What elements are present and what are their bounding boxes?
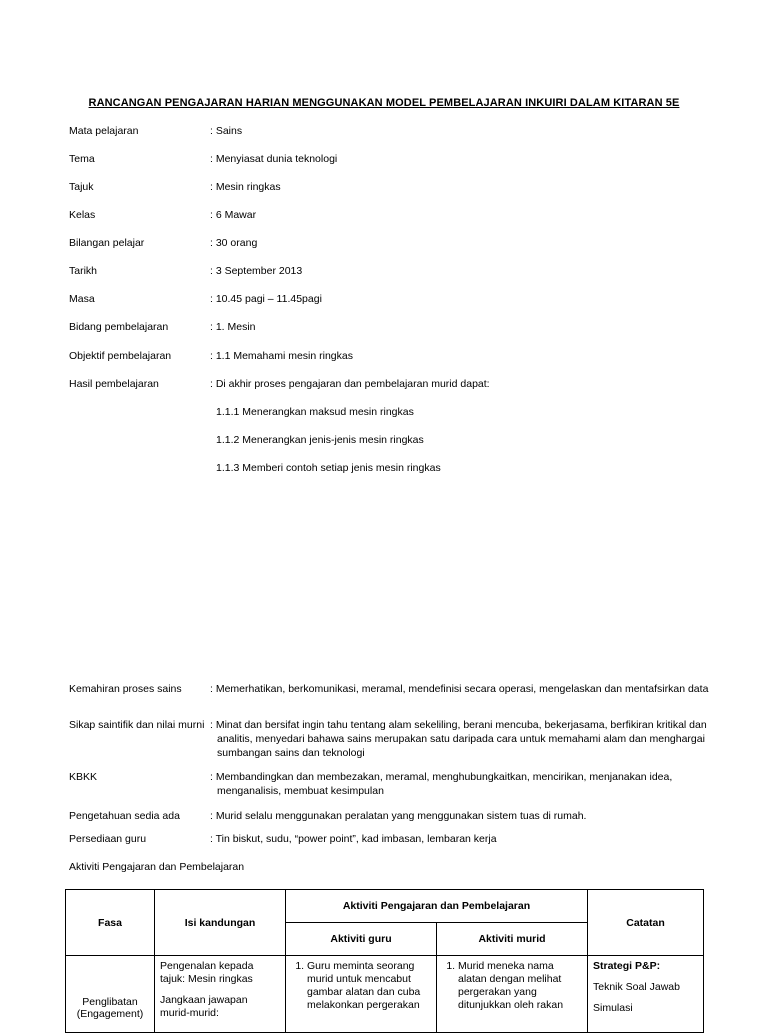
- info-value: : Sains: [210, 125, 243, 137]
- table-header-row: [66, 890, 704, 923]
- header-teacher-activity: Aktiviti guru: [286, 923, 437, 956]
- outcome-item: 1.1.1 Menerangkan maksud mesin ringkas: [216, 406, 414, 418]
- info-value: : 10.45 pagi – 11.45pagi: [210, 293, 322, 305]
- cell-content: [155, 956, 286, 1033]
- outcome-item: 1.1.2 Menerangkan jenis-jenis mesin ringkas: [216, 434, 424, 446]
- info-value: : Murid selalu menggunakan peralatan yang menggunakan sistem tuas di rumah.: [210, 810, 587, 822]
- info-label: Objektif pembelajaran: [69, 350, 172, 362]
- info-label: Sikap saintifik dan nilai murni: [69, 719, 205, 731]
- info-label: Bilangan pelajar: [69, 237, 145, 249]
- info-value: : 3 September 2013: [210, 265, 303, 277]
- info-label: Persediaan guru: [69, 833, 147, 845]
- info-value: : Di akhir proses pengajaran dan pembelajaran murid dapat:: [210, 378, 490, 390]
- info-value: : Membandingkan dan membezakan, meramal, menghubungkaitkan, mencirikan, menjanakan idea, menganalisis, membuat kesimpulan: [210, 771, 673, 797]
- info-value: : Tin biskut, sudu, “power point”, kad imbasan, lembaran kerja: [210, 833, 497, 845]
- list-item: 1. Guru meminta seorang murid untuk mencabut gambar alatan dan cuba melakonkan pergerakan: [307, 960, 431, 1012]
- info-value: : 1.1 Memahami mesin ringkas: [210, 350, 353, 362]
- cell-student-activity: [437, 956, 588, 1033]
- info-value: : 6 Mawar: [210, 209, 257, 221]
- notes-heading: Strategi P&P:: [593, 960, 661, 972]
- section-title: Aktiviti Pengajaran dan Pembelajaran: [69, 861, 245, 873]
- notes-line: Teknik Soal Jawab: [593, 981, 680, 993]
- info-label: Pengetahuan sedia ada: [69, 810, 180, 822]
- info-value: : Menyiasat dunia teknologi: [210, 153, 338, 165]
- header-activities: Aktiviti Pengajaran dan Pembelajaran: [286, 890, 588, 923]
- outcome-item: 1.1.3 Memberi contoh setiap jenis mesin ringkas: [216, 462, 441, 474]
- info-label: Kelas: [69, 209, 96, 221]
- info-value: : Minat dan bersifat ingin tahu tentang alam sekeliling, berani mencuba, bekerjasama, berfikiran kritikal dan analitis, menyedari bahawa sains merupakan satu daripada cara untuk memahami alam dan menghargai sumbangan sains dan teknologi: [210, 719, 707, 759]
- list-item: 1. Murid meneka nama alatan dengan melihat pergerakan yang ditunjukkan oleh rakan: [458, 960, 582, 1012]
- header-isi: Isi kandungan: [155, 890, 286, 956]
- info-value: : 1. Mesin: [210, 321, 256, 333]
- info-label: Tema: [69, 153, 95, 165]
- info-label: Kemahiran proses sains: [69, 683, 182, 695]
- table-row: [66, 956, 704, 1033]
- info-label: Mata pelajaran: [69, 125, 139, 137]
- cell-phase: Penglibatan (Engagement): [66, 956, 155, 1033]
- info-value: : 30 orang: [210, 237, 258, 249]
- notes-line: Simulasi: [593, 1002, 633, 1014]
- info-label: Tajuk: [69, 181, 94, 193]
- info-label: Tarikh: [69, 265, 98, 277]
- info-value: : Memerhatikan, berkomunikasi, meramal, mendefinisi secara operasi, mengelaskan dan mentafsirkan data: [210, 683, 709, 695]
- info-label: Hasil pembelajaran: [69, 378, 159, 390]
- header-student-activity: Aktiviti murid: [437, 923, 588, 956]
- header-fasa: Fasa: [66, 890, 155, 956]
- info-label: Bidang pembelajaran: [69, 321, 169, 333]
- info-label: KBKK: [69, 771, 98, 783]
- cell-teacher-activity: [286, 956, 437, 1033]
- info-label: Masa: [69, 293, 95, 305]
- header-catatan: Catatan: [588, 890, 704, 956]
- content-line: Pengenalan kepada tajuk: Mesin ringkas: [160, 960, 254, 985]
- info-value: : Mesin ringkas: [210, 181, 281, 193]
- document-title: RANCANGAN PENGAJARAN HARIAN MENGGUNAKAN MODEL PEMBELAJARAN INKUIRI DALAM KITARAN 5E: [88, 97, 680, 109]
- content-line: Jangkaan jawapan murid-murid:: [160, 994, 248, 1019]
- activity-table: [65, 889, 704, 1033]
- cell-notes: [588, 956, 704, 1033]
